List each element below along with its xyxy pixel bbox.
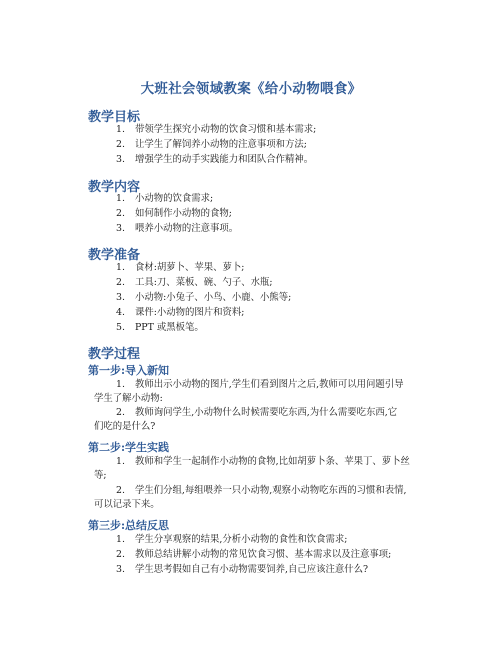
step-heading-intro: 第一步:导入新知 <box>88 364 170 377</box>
list-item-text-line1: 教师出示小动物的图片,学生们看到图片之后,教师可以用问题引导 <box>135 379 404 390</box>
section-heading-process: 教学过程 <box>88 347 141 362</box>
list-item-number: 3. <box>116 223 125 234</box>
list-item-number: 2. <box>116 485 125 496</box>
list-item-number: 2. <box>116 277 125 288</box>
list-item-number: 1. <box>116 456 125 467</box>
list-item-text: 学生思考假如自己有小动物需要饲养,自己应该注意什么? <box>135 564 369 575</box>
list-item-text: 课件:小动物的图片和资料; <box>135 307 245 318</box>
list-item-text: 食材:胡萝卜、苹果、萝卜; <box>135 262 245 273</box>
step-heading-summary: 第三步:总结反思 <box>88 519 170 532</box>
list-item-text: PPT 或黑板笔。 <box>135 322 204 333</box>
list-item-number: 2. <box>116 549 125 560</box>
list-item-number: 2. <box>116 407 125 418</box>
section-heading-prep: 教学准备 <box>88 248 141 263</box>
step-heading-practice: 第二步:学生实践 <box>88 441 170 454</box>
section-heading-goals: 教学目标 <box>88 110 141 125</box>
list-item-text-line1: 学生们分组,每组喂养一只小动物,观察小动物吃东西的习惯和表情, <box>135 485 407 496</box>
list-item-text-line1: 教师和学生一起制作小动物的食物,比如胡萝卜条、苹果丁、萝卜丝 <box>135 456 410 467</box>
list-item-number: 4. <box>116 307 125 318</box>
list-item-text: 让学生了解饲养小动物的注意事项和方法; <box>135 139 307 150</box>
list-item-number: 3. <box>116 292 125 303</box>
list-item-number: 1. <box>116 534 125 545</box>
list-item-number: 1. <box>116 193 125 204</box>
list-item-text-line2: 等; <box>94 470 107 481</box>
list-item-text: 小动物的饮食需求; <box>135 193 214 204</box>
list-item-text: 如何制作小动物的食物; <box>135 208 232 219</box>
list-item-text: 增强学生的动手实践能力和团队合作精神。 <box>135 154 314 165</box>
list-item-text-line2: 可以记录下来。 <box>94 499 160 510</box>
list-item-text-line2: 们吃的是什么? <box>94 421 156 432</box>
list-item-number: 5. <box>116 322 125 333</box>
list-item-number: 1. <box>116 124 125 135</box>
list-item-number: 1. <box>116 262 125 273</box>
list-item-text: 小动物:小兔子、小鸟、小鹿、小熊等; <box>135 292 292 303</box>
list-item-text: 学生分享观察的结果,分析小动物的食性和饮食需求; <box>135 534 348 545</box>
list-item-number: 2. <box>116 208 125 219</box>
list-item-number: 3. <box>116 564 125 575</box>
list-item-text-line1: 教师询问学生,小动物什么时候需要吃东西,为什么需要吃东西,它 <box>135 407 398 418</box>
section-heading-content: 教学内容 <box>88 180 141 195</box>
list-item-number: 1. <box>116 379 125 390</box>
list-item-number: 2. <box>116 139 125 150</box>
document-title: 大班社会领域教案《给小动物喂食》 <box>140 81 362 97</box>
list-item-text: 工具:刀、菜板、碗、勺子、水瓶; <box>135 277 273 288</box>
list-item-number: 3. <box>116 154 125 165</box>
list-item-text: 喂养小动物的注意事项。 <box>135 223 239 234</box>
list-item-text-line2: 学生了解小动物: <box>94 393 163 404</box>
list-item-text: 带领学生探究小动物的饮食习惯和基本需求; <box>135 124 317 135</box>
list-item-text: 教师总结讲解小动物的常见饮食习惯、基本需求以及注意事项; <box>135 549 392 560</box>
